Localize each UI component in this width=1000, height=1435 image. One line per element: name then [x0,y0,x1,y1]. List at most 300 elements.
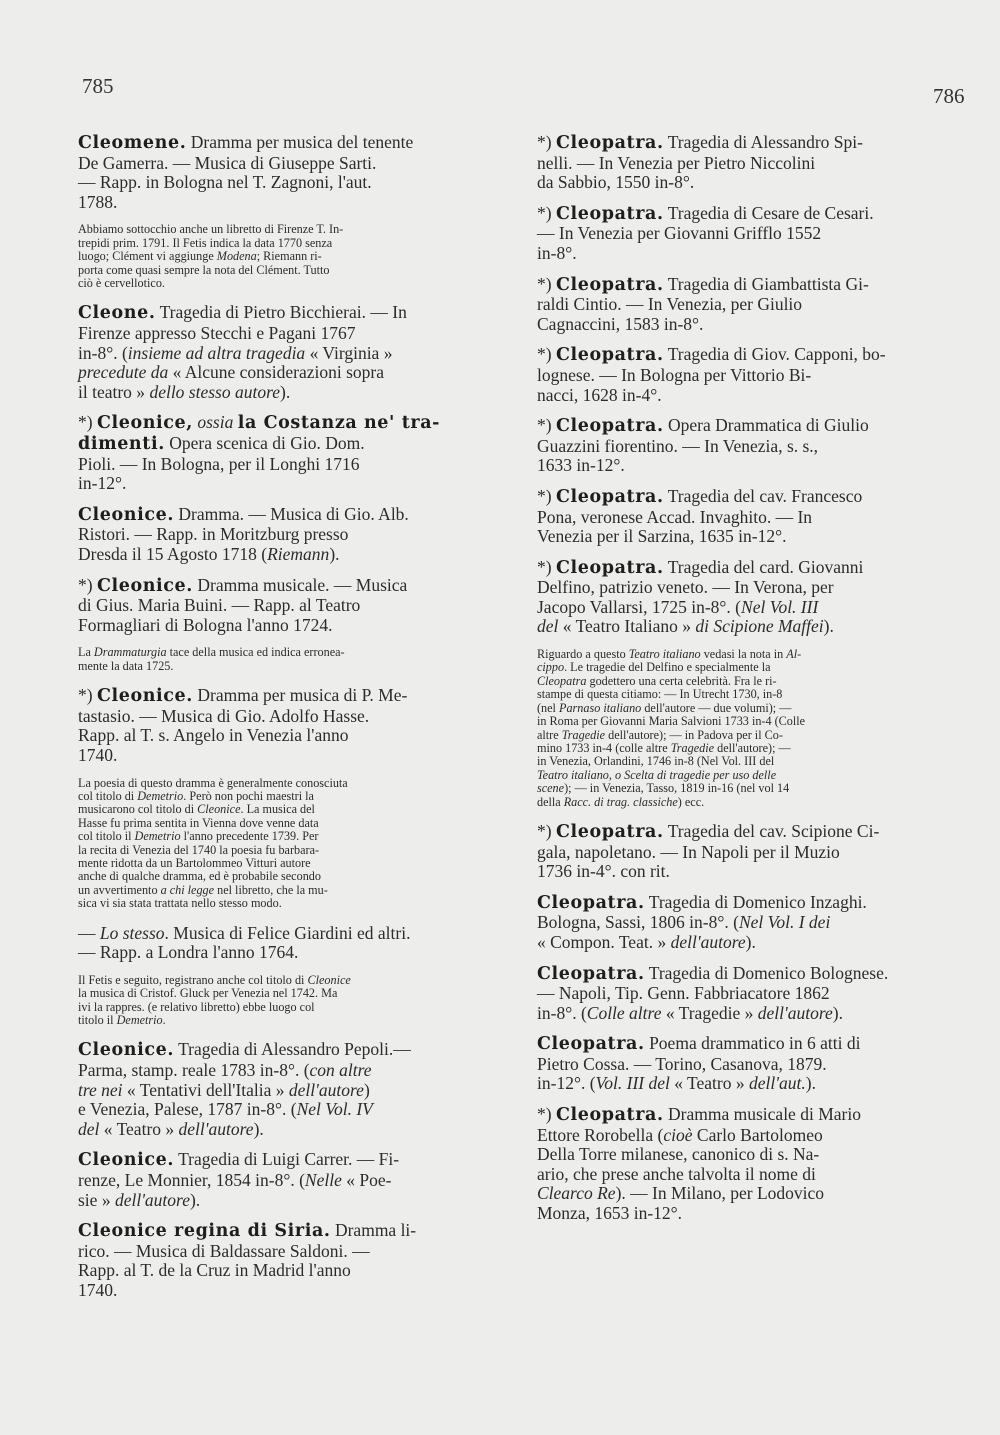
text-run: ) ecc. [677,794,705,809]
text-run: *) [537,556,556,577]
text-line [78,1191,487,1211]
text-run: sie » [78,1189,115,1210]
italic-text: cippo [537,660,565,675]
catalog-entry [78,1221,487,1300]
italic-text: cioè [663,1124,693,1145]
text-run: *) [537,202,556,223]
text-run: . Musica di Felice Giardini ed altri. [164,922,411,943]
text-run: la recita di Venezia del 1740 la poesia fu barbara- [78,842,320,857]
text-run: trepidi prim. 1791. Il Fetis indica la data 1770 senza [78,235,333,250]
text-run: Tragedia di Alessandro Spi- [663,132,863,152]
text-line [537,173,944,193]
text-run: in-8°. [537,242,577,263]
text-line [537,617,944,637]
italic-text: Lo stesso [99,922,165,943]
left-column [78,133,487,1312]
text-run: titolo il [78,1012,117,1027]
text-line [78,363,487,383]
entry-headword: Cleopatra. [537,1034,645,1055]
italic-text: ossia [197,412,234,433]
text-line [537,275,944,296]
text-run: Bologna, Sassi, 1806 in-8°. ( [537,912,739,933]
italic-text: Nel Vol. IV [296,1099,373,1120]
italic-text: del [537,616,559,637]
text-run: Il Fetis e seguito, registrano anche col titolo di [78,972,308,987]
text-line [537,702,944,715]
text-run: ). [189,1189,201,1210]
text-run: La poesia di questo dramma è generalmente conosciuta [78,775,348,790]
page-number-right: 786 [933,84,965,108]
text-run: il teatro » [78,381,150,402]
text-run: *) [78,412,97,433]
text-run: 1736 in-4°. con rit. [537,861,670,882]
italic-text: Nel Vol. I dei [738,912,831,933]
text-line [78,344,487,364]
text-run: ) [363,1079,370,1100]
text-line [78,455,487,475]
italic-text: Demetrio [137,788,184,803]
text-line [537,416,944,437]
catalog-entry [78,686,487,765]
italic-text: Nel Vol. III [741,596,819,617]
text-line [78,974,487,987]
text-run: Dramma per musica del tenente [186,132,414,152]
entry-headword: Cleopatra. [537,963,645,984]
text-run: Tragedia di Giambattista Gi- [663,273,869,294]
text-run: Tragedia di Alessandro Pepoli.— [174,1039,411,1060]
text-line [537,984,944,1004]
entry-headword: Cleopatra. [537,892,645,913]
italic-text: Riemann [267,543,330,564]
text-line [537,204,944,225]
catalog-entry [537,893,944,953]
text-run: nelli. — In Venezia per Pietro Niccolini [537,152,816,173]
text-line [78,844,487,857]
text-line [537,315,944,335]
text-line [537,154,944,174]
entry-headword: Cleopatra. [555,345,664,366]
text-run: Firenze appresso Stecchi e Pagani 1767 [78,323,356,343]
text-run: l'anno precedente 1739. Per [180,829,319,844]
text-run: Formagliari di Bologna l'anno 1724. [78,614,333,635]
text-run: di Gius. Maria Buini. — Rapp. al Teatro [78,595,361,616]
text-line [78,1100,487,1120]
italic-text: dell'autore [178,1118,254,1139]
entry-headword: Cleopatra. [555,821,664,842]
text-line [78,746,487,766]
italic-text: Al- [786,647,802,662]
text-line [537,661,944,674]
text-line [537,1105,944,1126]
text-run: « Virginia » [305,342,393,363]
text-line [78,383,487,403]
text-run: la musica di Cristof. Gluck per Venezia nel 1742. Ma [78,986,338,1001]
entry-headword: Cleonice, [96,413,193,434]
text-run: renze, Le Monnier, 1854 in-8°. ( [78,1169,305,1190]
text-run: ). [805,1073,816,1094]
text-run: mente ridotta da un Bartolommeo Vitturi autore [78,855,311,870]
text-run: rico. — Musica di Baldassare Saldoni. — [78,1240,370,1261]
text-run: altre [537,727,562,742]
text-line [78,1242,487,1262]
text-line [78,173,487,193]
text-line [537,1145,944,1165]
text-line [537,782,944,795]
text-run: tastasio. — Musica di Gio. Adolfo Hasse. [78,705,370,726]
text-run: e Venezia, Palese, 1787 in-8°. ( [78,1099,297,1120]
text-run: Hasse fu prima sentita in Vienna dove venne data [78,815,319,830]
entry-headword: la Costanza ne' tra- [237,413,440,434]
text-line [78,1081,487,1101]
text-line [78,884,487,897]
text-run: Dramma. — Musica di Gio. Alb. [174,503,409,524]
text-run: Riguardo a questo [537,647,629,662]
text-run: in-8°. ( [537,1002,587,1023]
text-run: Abbiamo sottocchio anche un libretto di Firenze T. In- [78,222,344,237]
text-line [78,803,487,816]
text-line [78,1221,487,1242]
text-run: Dramma per musica di P. Me- [193,685,408,706]
text-run: della [537,794,564,809]
text-line [537,456,944,476]
footnote-block [537,648,944,809]
text-run: musicarono col titolo di [78,802,198,817]
text-run: ). — In Milano, per Lodovico [615,1183,825,1204]
text-run: Opera scenica di Gio. Dom. [164,432,365,453]
text-run: Tragedia di Luigi Carrer. — Fi- [174,1149,400,1170]
catalog-entry [537,822,944,882]
text-run: « Compon. Teat. » [537,931,671,952]
text-run: « Poe- [341,1169,392,1190]
text-line [537,675,944,688]
text-line [78,434,487,455]
text-line [537,913,944,933]
catalog-entry [78,1040,487,1139]
text-run: Pona, veronese Accad. Invaghito. — In [537,506,813,527]
text-line [537,508,944,528]
text-run: godettero una certa celebrità. Fra le ri- [586,673,777,688]
text-line [78,1001,487,1014]
text-line [537,366,944,386]
text-run: *) [537,415,556,436]
text-line [78,277,487,290]
text-run: vedasi la nota in [700,647,787,662]
text-line [537,598,944,618]
entry-headword: Cleonice. [78,1150,175,1171]
text-run: ). [280,381,291,402]
text-run: *) [537,820,556,841]
text-line [78,264,487,277]
text-line [537,688,944,701]
text-line [537,244,944,264]
entry-headword: Cleopatra. [555,203,664,224]
text-line [78,133,487,154]
text-run: Rapp. al T. de la Cruz in Madrid l'anno [78,1260,351,1281]
text-run: « Alcune considerazioni sopra [168,362,384,383]
text-line [537,437,944,457]
italic-text: Modena [216,249,257,264]
text-run: nel libretto, che la mu- [214,882,328,897]
text-run: raldi Cintio. — In Venezia, per Giulio [537,294,803,315]
text-line [78,726,487,746]
text-line [537,769,944,782]
text-run: luogo; Clément vi aggiunge [78,249,217,264]
text-run: nacci, 1628 in-4°. [537,384,662,405]
text-run: *) [78,685,97,706]
text-line [537,796,944,809]
italic-text: dell'autore [288,1079,364,1100]
text-run: . La musica del [240,802,315,817]
italic-text: scene [537,781,565,796]
text-run: 1788. [78,191,118,212]
text-line [78,154,487,174]
text-line [537,1184,944,1204]
text-run: Jacopo Vallarsi, 1725 in-8°. ( [537,596,742,617]
text-line [78,303,487,324]
text-run: in Venezia, Orlandini, 1746 in-8 (Nel Vol. III del [537,754,775,769]
text-line [537,964,944,985]
text-line [537,1204,944,1224]
text-run: Dresda il 15 Agosto 1718 ( [78,543,268,564]
italic-text: Clearco Re [537,1183,616,1204]
text-run: « Tentativi dell'Italia » [122,1079,289,1100]
catalog-entry [537,964,944,1024]
catalog-entry [537,558,944,637]
right-column [537,133,944,1235]
text-run: mente la data 1725. [78,658,174,673]
italic-text: Racc. di trag. classiche [563,794,678,809]
text-line [78,1150,487,1171]
entry-headword: Cleomene. [78,133,187,153]
italic-text: Parnaso italiano [559,700,642,715]
text-line [78,505,487,526]
catalog-entry [78,924,487,963]
text-line [537,295,944,315]
text-run: ivi la rappres. (e relativo libretto) ebbe luogo col [78,999,315,1014]
catalog-entry [537,416,944,476]
text-run: Ristori. — Rapp. in Moritzburg presso [78,524,349,545]
text-line [78,707,487,727]
text-run: ario, che prese anche talvolta il nome di [537,1163,816,1184]
text-run: Tragedia di Giov. Capponi, bo- [663,344,886,365]
text-run: Dramma musicale di Mario [663,1104,861,1125]
catalog-entry [537,133,944,193]
italic-text: di Scipione Maffei [695,616,824,637]
entry-headword: Cleopatra. [555,133,664,153]
text-line [78,237,487,250]
text-line [537,715,944,728]
text-line [78,596,487,616]
text-run: dell'autore); — [714,740,791,755]
text-run: Monza, 1653 in-12°. [537,1203,683,1224]
text-line [78,1120,487,1140]
text-run: 1633 in-12°. [537,455,625,476]
text-line [78,413,487,434]
text-run: — Rapp. a Londra l'anno 1764. [78,942,299,963]
text-line [537,862,944,882]
text-line [78,616,487,636]
text-run: gala, napoletano. — In Napoli per il Muzio [537,841,840,862]
text-run: ). [832,1002,843,1023]
text-line [78,830,487,843]
italic-text: dell'aut. [749,1073,806,1094]
text-run: *) [537,485,556,506]
page-number-left: 785 [82,74,114,98]
text-run: Dramma musicale. — Musica [193,574,408,595]
text-line [537,527,944,547]
text-line [537,933,944,953]
text-run: « Teatro Italiano » [558,616,696,637]
text-run: 1740. [78,1279,118,1300]
text-line [78,525,487,545]
italic-text: Tragedie [670,740,715,755]
text-line [78,870,487,883]
footnote-block [78,646,487,673]
italic-text: dello stesso autore [149,381,281,402]
italic-text: a chi legge [160,882,215,897]
text-line [537,755,944,768]
text-line [537,1165,944,1185]
text-line [537,742,944,755]
text-line [78,474,487,494]
entry-headword: Cleonice. [96,575,193,596]
text-run: — Napoli, Tip. Genn. Fabbriacatore 1862 [537,983,830,1004]
italic-text: Tragedie [561,727,606,742]
catalog-entry [78,1150,487,1210]
text-run: lognese. — In Bologna per Vittorio Bi- [537,364,812,385]
catalog-entry [78,413,487,493]
text-run: « Tragedie » [661,1002,758,1023]
text-line [78,660,487,673]
text-run: Venezia per il Sarzina, 1635 in-12°. [537,526,787,547]
text-run: in-8°. ( [78,342,128,363]
text-line [537,1034,944,1055]
text-line [537,1126,944,1146]
italic-text: tre nei [78,1079,123,1100]
text-run: in Roma per Giovanni Maria Salvioni 1733 in-4 (Colle [537,714,806,729]
text-run: Pioli. — In Bologna, per il Longhi 1716 [78,453,360,474]
text-line [537,345,944,366]
text-run: ). [823,616,834,637]
text-line [537,893,944,914]
entry-headword: Cleonice. [96,686,193,707]
text-run: ; Riemann ri- [256,249,322,264]
text-run: ); — in Venezia, Tasso, 1819 in-16 (nel vol 14 [564,781,790,796]
text-line [78,987,487,1000]
catalog-entry [78,576,487,636]
italic-text: Cleopatra [537,673,587,688]
catalog-entry [537,487,944,547]
entry-headword: Cleopatra. [555,1105,664,1126]
text-run: ). [253,1118,264,1139]
text-run: Cagnaccini, 1583 in-8°. [537,313,704,334]
catalog-entry [537,275,944,335]
italic-text: dell'autore [670,931,746,952]
entry-headword: dimenti. [78,433,165,454]
text-run: porta come quasi sempre la nota del Clément. Tutto [78,262,330,277]
text-run: Tragedia di Domenico Inzaghi. [644,891,867,912]
catalog-entry [537,1034,944,1094]
text-run: dell'autore); — in Padova per il Co- [605,727,783,742]
text-line [78,1014,487,1027]
text-run: Rapp. al T. s. Angelo in Venezia l'anno [78,725,349,746]
entry-headword: Cleonice regina di Siria. [78,1221,331,1242]
text-line [537,386,944,406]
italic-text: Cleonice [307,972,351,987]
text-run: La [78,645,94,660]
text-line [537,648,944,661]
text-run: col titolo di [78,788,138,803]
text-run: Poema drammatico in 6 atti di [644,1033,861,1054]
text-line [537,729,944,742]
text-run: in-12°. ( [537,1073,596,1094]
text-run: Carlo Bartolomeo [692,1124,823,1145]
text-line [537,1055,944,1075]
text-line [78,646,487,659]
text-line [537,843,944,863]
text-run: un avvertimento [78,882,161,897]
footnote-block [78,223,487,290]
text-line [78,817,487,830]
text-line [537,133,944,154]
text-run: Opera Drammatica di Giulio [663,415,869,436]
text-run: in-12°. [78,473,127,494]
text-run: *) [537,344,556,365]
italic-text: del [78,1118,100,1139]
text-line [78,223,487,236]
text-run: tace della musica ed indica erronea- [166,645,345,660]
text-run: *) [537,132,556,152]
text-run: . [162,1012,166,1027]
text-line [78,1171,487,1191]
text-line [78,686,487,707]
text-run: stampe di questa citiamo: — In Utrecht 1730, in-8 [537,687,783,702]
text-line [78,943,487,963]
italic-text: Demetrio [134,829,181,844]
text-line [537,487,944,508]
text-run: col titolo il [78,829,135,844]
text-line [537,578,944,598]
text-run: ). [329,543,340,564]
text-run: Tragedia del cav. Scipione Ci- [663,820,880,841]
italic-text: dell'autore [114,1189,190,1210]
italic-text: Colle altre [586,1002,662,1023]
text-line [537,1004,944,1024]
italic-text: Demetrio [116,1012,163,1027]
italic-text: Teatro italiano, o Scelta di tragedie per uso delle [537,767,777,782]
italic-text: con altre [309,1059,372,1080]
text-run: Parma, stamp. reale 1783 in-8°. ( [78,1059,310,1080]
text-line [537,1074,944,1094]
text-run: Tragedia di Pietro Bicchierai. — In [155,302,407,323]
text-run: Tragedia di Domenico Bolognese. [644,962,889,983]
italic-text: insieme ad altra tragedia [127,342,306,363]
text-line [78,1040,487,1061]
text-line [78,324,487,344]
italic-text: Drammaturgia [93,645,167,660]
text-run: *) [537,273,556,294]
text-run: — In Venezia per Giovanni Grifflo 1552 [537,223,822,244]
italic-text: dell'autore [757,1002,833,1023]
catalog-entry [537,345,944,405]
text-run: « Teatro » [99,1118,179,1139]
entry-headword: Cleonice. [78,504,175,525]
text-line [78,1261,487,1281]
text-line [78,250,487,263]
catalog-entry [78,505,487,565]
text-line [78,897,487,910]
text-run: . Le tragedie del Delfino e specialmente la [564,660,771,675]
